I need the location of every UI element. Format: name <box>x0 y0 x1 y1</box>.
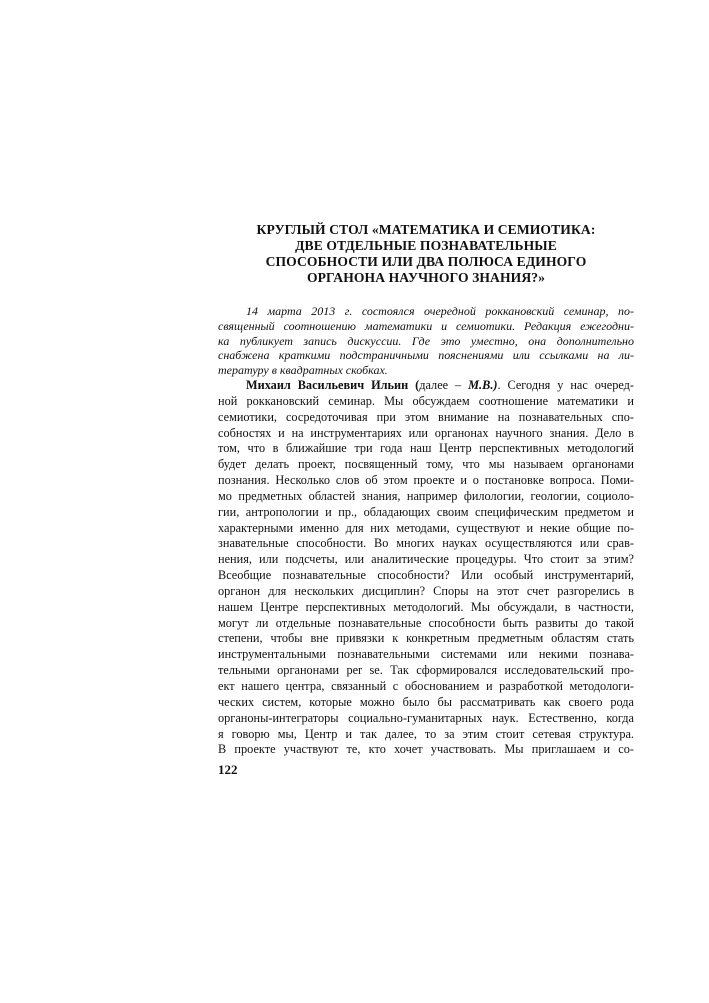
speaker-name: Михаил Васильевич Ильин ( <box>246 377 420 392</box>
body-line: ческих систем, которые можно было бы рассматривать как своего рода <box>218 694 634 709</box>
title-line: КРУГЛЫЙ СТОЛ «МАТЕМАТИКА И СЕМИОТИКА: <box>256 222 596 237</box>
body-line: органоны-интеграторы социально-гуманитарных наук. Естественно, когда <box>218 710 634 725</box>
body-line: тельными органонами per se. Так сформировался исследовательский про- <box>218 663 634 678</box>
body-line: нения, или подсчеты, или аналитические процедуры. Что стоит за этим? <box>218 552 634 567</box>
article-title <box>218 222 634 286</box>
intro-line: священный соотношению математики и семиотики. Редакция ежегодни- <box>218 318 634 333</box>
body-line: знавательные способности. Во многих науках осуществляются или срав- <box>218 536 634 551</box>
editorial-intro <box>218 304 634 378</box>
speaker-first-line: . Сегодня у нас очеред- <box>497 377 635 392</box>
body-line: инструментальными познавательными системами или некими познава- <box>218 647 634 662</box>
body-line: степени, чтобы вне привязки к конкретным предметным областям стать <box>218 631 634 646</box>
body-line: ной роккановский семинар. Мы обсуждаем соотношение математики и <box>218 393 634 408</box>
intro-line: тературу в квадратных скобках. <box>218 363 388 378</box>
body-line: я говорю мы, Центр и так далее, то за этим стоит сетевая структура. <box>218 726 634 741</box>
speaker-connector: далее – <box>419 377 469 392</box>
article-page <box>218 222 634 778</box>
body-line: том, что в ближайшие три года наш Центр перспективных методологий <box>218 441 634 456</box>
body-line: могут ли отдельные познавательные способности быть развиты до такой <box>218 615 634 630</box>
body-line: В проекте участвуют те, кто хочет участвовать. Мы приглашаем и со- <box>218 742 634 757</box>
speaker-abbr: М.В.) <box>468 377 498 392</box>
title-line: СПОСОБНОСТИ ИЛИ ДВА ПОЛЮСА ЕДИНОГО <box>265 254 587 269</box>
body-line: органон для нескольких дисциплин? Споры на этот счет разгорелись в <box>218 583 634 598</box>
body-line: будет делать проект, посвященный тому, что мы называем органонами <box>218 457 634 472</box>
title-line: ДВЕ ОТДЕЛЬНЫЕ ПОЗНАВАТЕЛЬНЫЕ <box>295 238 557 253</box>
intro-line: снабжена краткими подстраничными пояснениями или ссылками на ли- <box>218 348 634 363</box>
body-line: гии, антропологии и пр., обладающих своим специфическим предметом и <box>218 504 634 519</box>
body-line: ект нашего центра, связанный с обоснованием и разработкой методологи- <box>218 679 634 694</box>
body-line: собностях и на инструментариях или органонах научного знания. Дело в <box>218 425 634 440</box>
body-line: семиотики, сосредоточивая при этом внимание на познавательных спо- <box>218 409 634 424</box>
intro-line: 14 марта 2013 г. состоялся очередной роккановский семинар, по- <box>246 304 634 318</box>
body-line: характерными именно для них методами, существуют и некие общие по- <box>218 520 634 535</box>
intro-line: ка публикует запись дискуссии. Где это уместно, она дополнительно <box>218 333 634 348</box>
speaker-line <box>218 378 634 394</box>
body-line: Всеобщие познавательные способности? Или особый инструментарий, <box>218 568 634 583</box>
page-number: 122 <box>218 762 238 778</box>
body-line: познания. Несколько слов об этом проекте и о постановке вопроса. Поми- <box>218 473 634 488</box>
body-line: мо предметных областей знания, например филологии, геологии, социоло- <box>218 488 634 503</box>
title-line: ОРГАНОНА НАУЧНОГО ЗНАНИЯ?» <box>306 270 546 285</box>
discussion-body <box>218 378 634 758</box>
body-line: нашем Центре перспективных методологий. Мы обсуждали, в частности, <box>218 599 634 614</box>
